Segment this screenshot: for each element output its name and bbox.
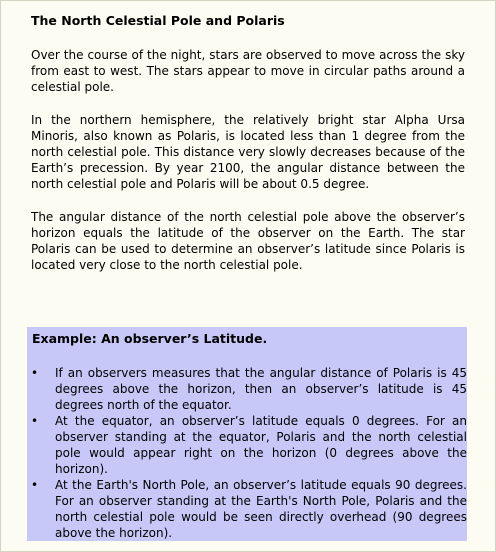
- article-title: The North Celestial Pole and Polaris: [31, 13, 285, 28]
- example-box: [27, 327, 467, 541]
- bullet-icon: •: [31, 478, 39, 492]
- paragraph-polaris-location: In the northern hemisphere, the relatively bright star Alpha Ursa Minoris, also known as Polaris, is located less than 1 degree from the north celestial pole. This distance very slowly decreases because of the Earth’s precession. By year 2100, the angular distance between the north celestial pole and Polaris will be about 0.5 degree.: [31, 113, 465, 191]
- example-item-text: At the Earth's North Pole, an observer’s latitude equals 90 degrees. For an observer standing at the Earth's North Pole, Polaris and the north celestial pole would be seen directly overhead (90 degrees above the horizon).: [55, 478, 467, 540]
- example-item-north-pole: [27, 477, 467, 541]
- example-item-text: At the equator, an observer’s latitude equals 0 degrees. For an observer standing at the equator, Polaris and the north celestial pole would appear right on the horizon (0 degrees above the horizon).: [55, 414, 467, 476]
- bullet-icon: •: [31, 414, 39, 428]
- example-item-equator: [27, 413, 467, 477]
- example-title: Example: An observer’s Latitude.: [32, 331, 268, 346]
- example-list: [27, 365, 467, 541]
- bullet-icon: •: [31, 366, 39, 380]
- paragraph-star-motion: Over the course of the night, stars are observed to move across the sky from east to west. The stars appear to move in circular paths around a celestial pole.: [31, 48, 465, 94]
- article-content: [31, 13, 465, 290]
- paragraph-latitude-relationship: The angular distance of the north celestial pole above the observer’s horizon equals the latitude of the observer on the Earth. The star Polaris can be used to determine an observer’s latitude since Polaris is located very close to the north celestial pole.: [31, 210, 465, 272]
- example-item-45-degrees: [27, 365, 467, 413]
- example-item-text: If an observers measures that the angular distance of Polaris is 45 degrees above the horizon, then an observer’s latitude is 45 degrees north of the equator.: [55, 366, 467, 412]
